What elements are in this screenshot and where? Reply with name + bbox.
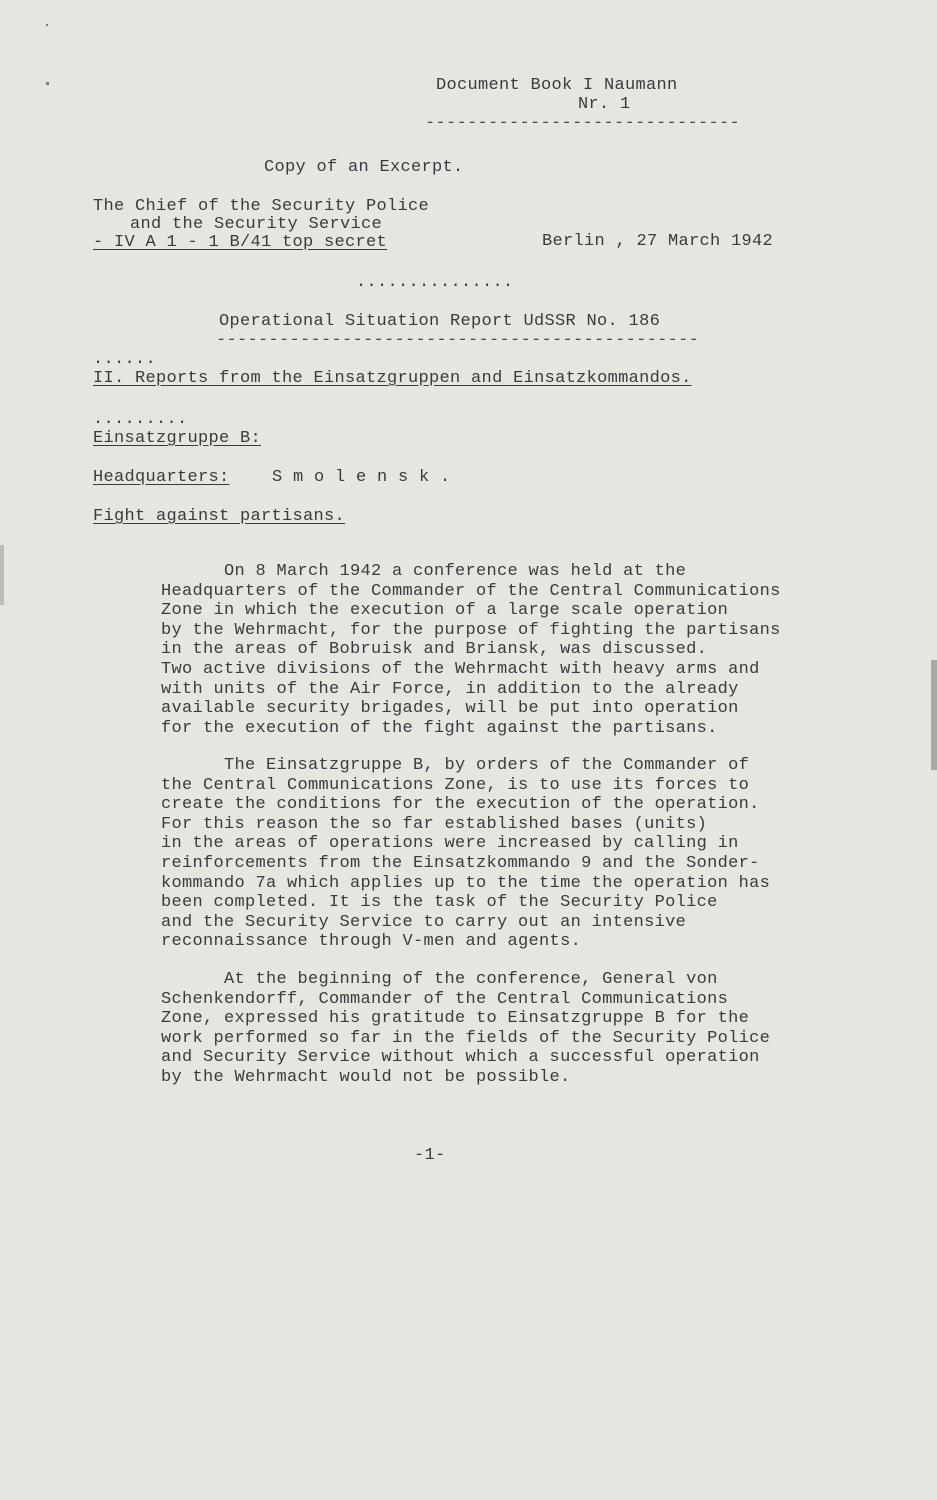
paragraph-2: The Einsatzgruppe B, by orders of the Commander of the Central Communications Zone, is to use its forces to create the conditions for the execution of the operation. For this reason the so far established bases (units) in the areas of operations were increased by calling in reinforcements from the Einsatzkommando 9 and the Sonder- kommando 7a which applies up to the time the operation has been completed. It is the task of the Security Police and the Security Service to carry out an intensive reconnaissance through V-men and agents. bbox=[161, 756, 771, 952]
einsatzgruppe-heading: Einsatzgruppe B: bbox=[93, 429, 262, 448]
document-number: Nr. 1 bbox=[578, 95, 631, 114]
headquarters-label: Headquarters: bbox=[93, 468, 230, 487]
page-edge-shadow-left bbox=[0, 545, 4, 605]
topic-heading: Fight against partisans. bbox=[93, 507, 346, 526]
report-title-rule: ---------------------------------------------- bbox=[216, 331, 700, 350]
section-heading: II. Reports from the Einsatzgruppen and Einsatzkommandos. bbox=[93, 369, 692, 388]
page-number: -1- bbox=[414, 1146, 446, 1165]
headquarters-value: S m o l e n s k . bbox=[272, 468, 451, 487]
sender-line-1: The Chief of the Security Police bbox=[93, 197, 430, 216]
dot-separator: ............... bbox=[356, 273, 514, 292]
sender-line-2: and the Security Service bbox=[130, 215, 383, 234]
speck-mark bbox=[46, 24, 48, 26]
dot-separator-medium: ......... bbox=[93, 410, 188, 429]
paragraph-1: On 8 March 1942 a conference was held at the Headquarters of the Commander of the Central Communications Zone in which the execution of a large scale operation by the Wehrmacht, for the purpose of fighting the partisans in the areas of Bobruisk and Briansk, was discussed. Two active divisions of the Wehrmacht with heavy arms and with units of the Air Force, in addition to the already available security brigades, will be put into operation for the execution of the fight against the partisans. bbox=[161, 562, 781, 738]
report-title: Operational Situation Report UdSSR No. 186 bbox=[219, 312, 661, 331]
paragraph-3: At the beginning of the conference, General von Schenkendorff, Commander of the Central Communications Zone, expressed his gratitude to Einsatzgruppe B for the work performed so far in the fields of the Security Police and Security Service without which a successful operation by the Wehrmacht would not be possible. bbox=[161, 970, 771, 1087]
file-reference: - IV A 1 - 1 B/41 top secret bbox=[93, 233, 388, 252]
dot-separator-short: ...... bbox=[93, 350, 157, 369]
speck-mark bbox=[46, 82, 49, 85]
header-rule: ------------------------------ bbox=[425, 114, 741, 133]
copy-subtitle: Copy of an Excerpt. bbox=[264, 158, 464, 177]
page-edge-shadow bbox=[931, 660, 937, 770]
place-date: Berlin , 27 March 1942 bbox=[542, 232, 774, 251]
document-book-label: Document Book I Naumann bbox=[436, 76, 678, 95]
